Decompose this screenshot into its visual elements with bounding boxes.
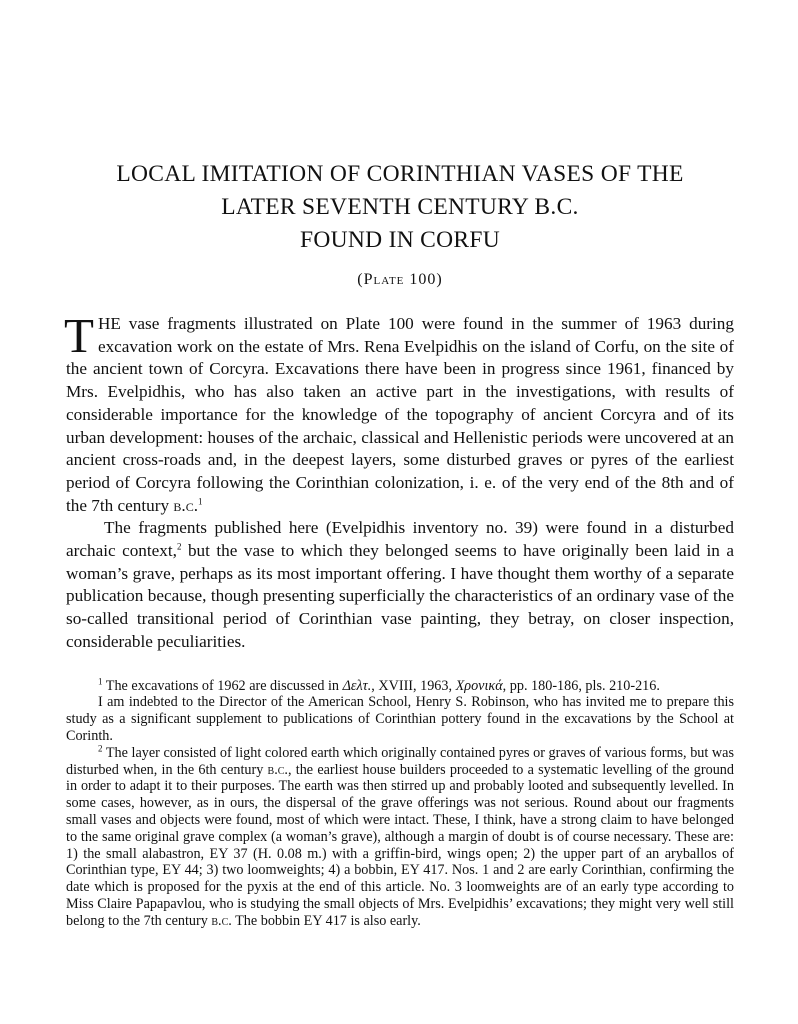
footnote-ref-1: 1: [198, 495, 203, 506]
footnote-1-text-a: The excavations of 1962 are discussed in: [102, 677, 343, 694]
paragraph-1-text: vase fragments illustrated on Plate 100 were found in the summer of 1963 during excavation work on the estate of Mrs. Rena Evelpidhis on the island of Corfu, on the site of the ancient town of Corcyra. Excavations there have been in progress since 1961, financed by Mrs. Evelpidhis, who has also taken an active part in the investigations, with results of considerable importance for the knowledge of the topography of ancient Corcyra and of its urban development: houses of the archaic, classical and Hellenistic periods were uncovered at an ancient cross-roads and, in the deepest layers, some disturbed graves or pyres of the earliest period of Corcyra following the Corinthian colonization, i. e. of the very end of the 8th and of the 7th century: [66, 314, 734, 515]
title-line-3: FOUND IN CORFU: [299, 227, 501, 253]
title-line-2: LATER SEVENTH CENTURY B.C.: [221, 194, 579, 220]
plate-reference: (Plate 100): [357, 271, 443, 288]
footnote-2-text-a: The layer consisted of light colored earth which originally contained pyres or graves of various forms, but was disturbed when, in the 6th century: [66, 744, 734, 778]
first-word-rest: HE: [97, 314, 121, 333]
footnote-2-bc-2: b.c.: [211, 912, 232, 929]
footnote-1-chronika: Χρονικά: [455, 677, 503, 694]
article-body: [64, 308, 735, 654]
bc-abbrev: b.c.: [173, 495, 198, 515]
paragraph-2-text-b: but the vase to which they belonged seems to have originally been laid in a woman’s grave, perhaps as its most important offering. I have thought them worthy of a separate publication because, though presenting superficially the characteristics of an ordinary vase of the so-called transitional period of Corinthian vase painting, they betray, on closer inspection, considerable peculiarities.: [66, 541, 735, 651]
footnote-2-text-b: , the earliest house builders proceeded to a systematic levelling of the ground in order to adapt it to their purposes. The earth was then stirred up and probably looted and subsequently levelled. In some cases, however, as in ours, the dispersal of the grave offerings was not serious. Round about our fragments small vases and objects were found, most of which were intact. These, I think, have a strong claim to have belonged to the same original grave complex (a woman’s grave), although a margin of doubt is of course necessary. These are: 1) the small alabastron, ΕΥ 37 (H. 0.08 m.) with a griffin-bird, wings open; 2) the upper part of an aryballos of Corinthian type, ΕΥ 44; 3) two loomweights; 4) a bobbin, ΕΥ 417. Nos. 1 and 2 are early Corinthian, confirming the date which is proposed for the pyxis at the end of this article. No. 3 loomweights are of an early type according to Miss Claire Papapavlou, who is studying the small objects of Mrs. Evelpidhis’ excavations; they might very well still belong to the 7th century: [66, 761, 734, 929]
footnote-2: [66, 745, 734, 930]
footnote-1-text-b: , XVIII, 1963,: [371, 677, 456, 694]
footnote-1: [66, 675, 734, 695]
paragraph-2: [66, 517, 734, 653]
paragraph-1: [64, 308, 734, 517]
footnotes: [66, 675, 734, 930]
footnote-1-acknowledgement: I am indebted to the Director of the American School, Henry S. Robinson, who has invited me to prepare this study as a significant supplement to publications of Corinthian pottery found in the excavations by the School at Corinth.: [66, 694, 734, 744]
footnote-ref-2: 2: [176, 541, 182, 552]
footnote-1-marker: 1: [98, 675, 103, 686]
footnote-1-delt: Δελτ.: [342, 677, 372, 694]
footnote-1-text-c: , pp. 180-186, pls. 210-216.: [502, 677, 660, 694]
footnote-2-bc-1: b.c.: [267, 761, 288, 778]
title-line-1: LOCAL IMITATION OF CORINTHIAN VASES OF THE: [116, 161, 684, 187]
footnote-2-marker: 2: [98, 743, 103, 753]
paragraph-2-text-a: The fragments published here (Evelpidhis inventory no. 39) were found in a disturbed archaic context,: [66, 518, 734, 561]
page: [66, 0, 734, 930]
footnote-2-text-c: The bobbin ΕΥ 417 is also early.: [231, 912, 421, 929]
article-title: [66, 158, 734, 257]
drop-cap: T: [64, 308, 94, 363]
